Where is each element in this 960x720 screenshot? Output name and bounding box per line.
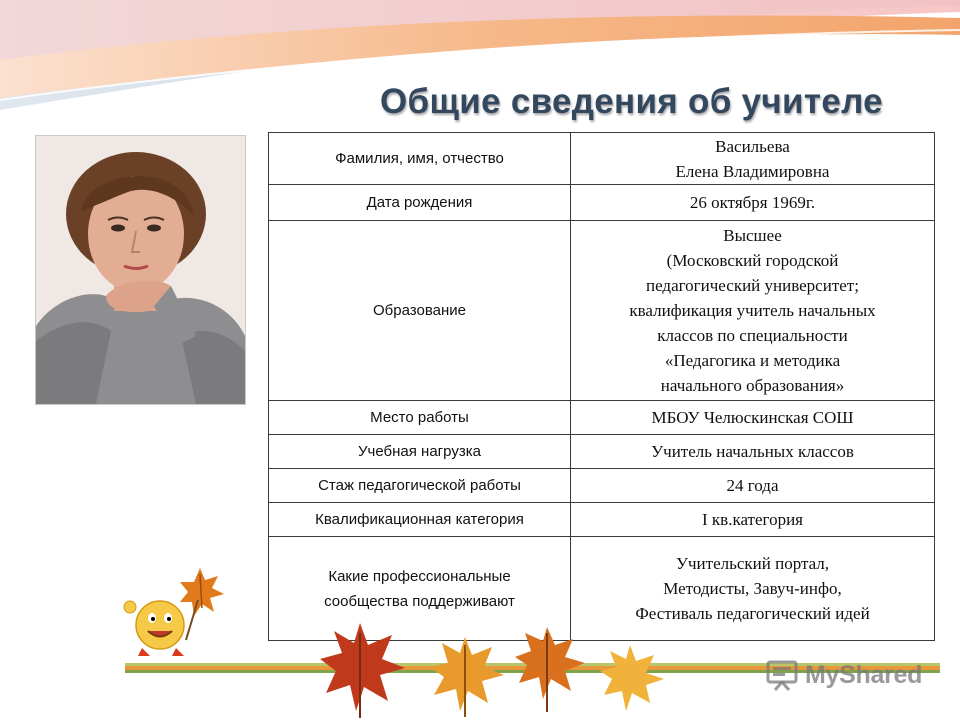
row-label-line: Дата рождения <box>366 194 473 211</box>
row-value-line: начального образования» <box>660 376 845 395</box>
teacher-portrait <box>35 135 246 405</box>
autumn-leaves-decoration <box>300 615 800 720</box>
row-value-line: Васильева <box>715 136 790 156</box>
row-value-line: (Московский городской <box>666 251 839 270</box>
row-value-line: Высшее <box>723 226 782 245</box>
row-label <box>269 133 571 185</box>
presentation-board-icon <box>765 658 799 692</box>
watermark-text: MyShared <box>805 660 923 689</box>
row-value-line: Учитель начальных классов <box>651 442 854 461</box>
row-label-line: Образование <box>373 302 466 319</box>
portrait-illustration <box>36 136 245 404</box>
row-value-line: педагогический университет; <box>646 276 859 295</box>
row-label-line: сообщества поддерживают <box>324 592 515 610</box>
row-label <box>269 503 571 537</box>
row-value-line: Методисты, Завуч-инфо, <box>663 579 842 598</box>
row-value-line: Елена Владимировна <box>675 161 830 181</box>
row-value-line: I кв.категория <box>702 510 803 529</box>
row-value <box>571 401 935 435</box>
table-row <box>269 221 935 401</box>
row-label-line: Место работы <box>370 409 469 426</box>
row-label <box>269 435 571 469</box>
row-value-line: 24 года <box>726 476 779 495</box>
row-label-line: Какие профессиональные <box>328 567 511 585</box>
row-label <box>269 185 571 221</box>
row-value-line: МБОУ Челюскинская СОШ <box>651 408 854 427</box>
watermark <box>765 655 922 695</box>
row-value-line: Учительский портал, <box>675 554 830 573</box>
row-value-line: 26 октября 1969г. <box>689 193 816 212</box>
row-label <box>269 221 571 401</box>
row-value-line: квалификация учитель начальных <box>629 301 876 320</box>
table-row <box>269 503 935 537</box>
row-label <box>269 469 571 503</box>
row-label-line: Учебная нагрузка <box>358 443 481 460</box>
row-label <box>269 401 571 435</box>
table-row <box>269 401 935 435</box>
row-value <box>571 469 935 503</box>
page-title: Общие сведения об учителе <box>380 82 883 121</box>
row-value <box>571 435 935 469</box>
row-value <box>571 185 935 221</box>
row-value-line: Фестиваль педагогический идей <box>635 604 870 623</box>
row-label-line: Фамилия, имя, отчество <box>335 150 504 167</box>
row-label-line: Стаж педагогической работы <box>318 477 521 494</box>
row-value-line: классов по специальности <box>657 326 848 345</box>
table-row <box>269 185 935 221</box>
row-value <box>571 221 935 401</box>
row-value-line: «Педагогика и методика <box>664 351 841 370</box>
row-label-line: Квалификационная категория <box>315 511 524 528</box>
row-value <box>571 503 935 537</box>
teacher-info-table <box>268 132 935 641</box>
row-value <box>571 133 935 185</box>
smiley-mascot-icon <box>120 560 230 660</box>
table-row <box>269 435 935 469</box>
table-row <box>269 133 935 185</box>
table-row <box>269 469 935 503</box>
